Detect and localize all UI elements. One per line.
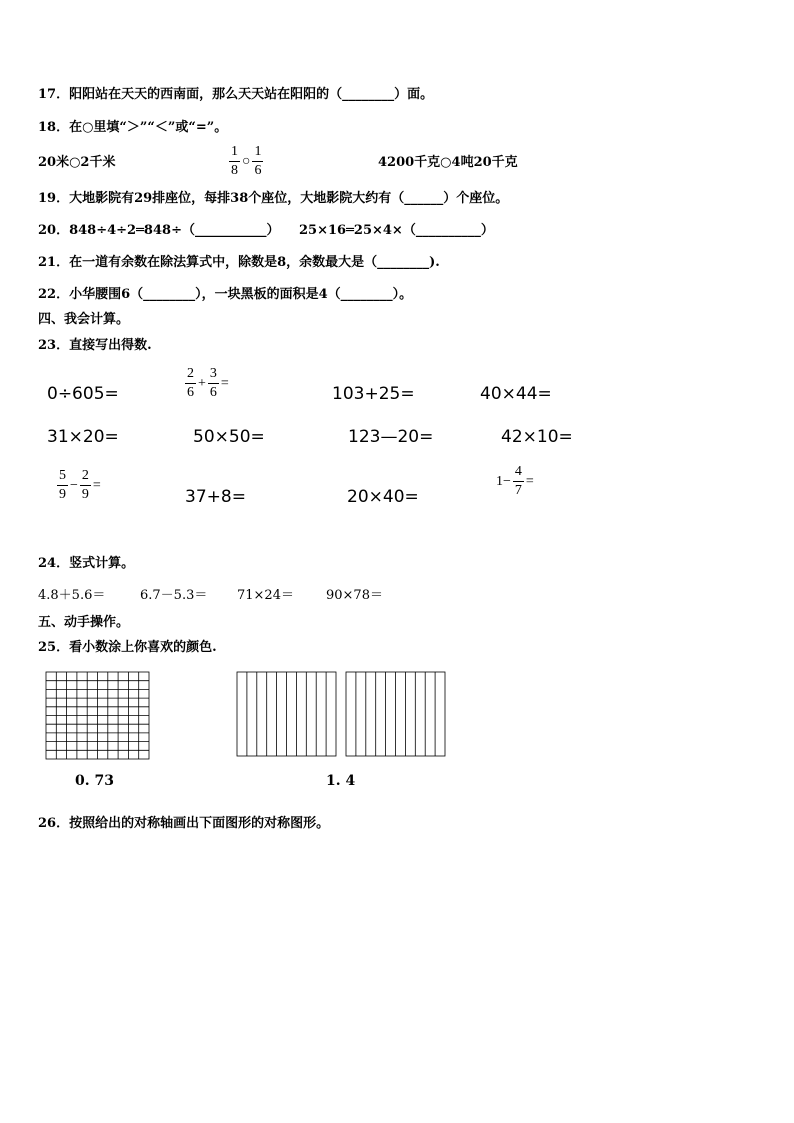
calc-1a: 0÷605=	[47, 384, 119, 404]
q18-compare-a: 20米○2千米	[38, 155, 116, 170]
calc-3b: 37+8=	[185, 487, 246, 507]
numerator: 2	[185, 367, 196, 384]
denominator: 6	[254, 163, 262, 178]
calc-2b: 50×50=	[193, 427, 265, 447]
compare-circle: ○	[242, 153, 251, 169]
calc-2a: 31×20=	[47, 427, 119, 447]
numerator: 2	[80, 469, 91, 486]
question-21: 21．在一道有余数在除法算式中，除数是8，余数最大是（________).	[38, 255, 440, 270]
vertical-calc-4: 90×78＝	[326, 588, 383, 603]
hundredths-grid[interactable]	[45, 671, 150, 760]
equals-sign: =	[92, 477, 101, 493]
question-17: 17．阳阳站在天天的西南面，那么天天站在阳阳的（________）面。	[38, 87, 434, 102]
fraction	[185, 367, 196, 400]
question-22: 22．小华腰围6（________），一块黑板的面积是4（________）。	[38, 287, 413, 302]
numerator: 1	[252, 145, 263, 162]
question-24-title: 24．竖式计算。	[38, 556, 135, 571]
vertical-calc-1: 4.8＋5.6＝	[38, 588, 106, 603]
vertical-calc-2: 6.7－5.3＝	[140, 588, 208, 603]
fraction	[57, 469, 68, 502]
calc-1c: 103+25=	[332, 384, 415, 404]
tenths-grid-2[interactable]	[345, 671, 446, 757]
question-19: 19．大地影院有29排座位，每排38个座位，大地影院大约有（______）个座位。	[38, 191, 509, 206]
fraction	[80, 469, 91, 502]
calc-1d: 40×44=	[480, 384, 552, 404]
calc-3a	[57, 464, 103, 502]
denominator: 8	[231, 163, 238, 178]
fraction	[513, 465, 524, 498]
tenths-grid-1[interactable]	[236, 671, 337, 757]
numerator: 1	[229, 145, 240, 162]
question-26: 26．按照给出的对称轴画出下面图形的对称图形。	[38, 816, 330, 831]
calc-2d: 42×10=	[501, 427, 573, 447]
numerator: 4	[513, 465, 524, 482]
denominator: 6	[187, 385, 194, 400]
denominator: 6	[209, 385, 217, 400]
denominator: 9	[59, 487, 66, 502]
numerator: 3	[208, 367, 219, 384]
minus-sign: −	[70, 477, 78, 493]
q18-compare-b	[229, 140, 263, 178]
calc-3d	[494, 465, 536, 498]
calc-3c: 20×40=	[347, 487, 419, 507]
numerator: 5	[57, 469, 68, 486]
q18-compare-c: 4200千克○4吨20千克	[378, 155, 518, 170]
equals-sign: =	[220, 375, 229, 391]
calc-2c: 123—20=	[348, 427, 434, 447]
vertical-calc-3: 71×24＝	[237, 588, 294, 603]
question-18: 18．在○里填“＞”“＜”或“=”。	[38, 120, 228, 135]
decimal-label-b: 1. 4	[326, 773, 356, 789]
question-20-b: 25×16═25×4×（__________）	[299, 223, 494, 238]
question-20-a: 20．848÷4÷2═848÷（___________）	[38, 223, 280, 238]
question-25-title: 25．看小数涂上你喜欢的颜色.	[38, 640, 217, 655]
section-4-heading: 四、我会计算。	[38, 312, 130, 327]
section-5-heading: 五、动手操作。	[38, 615, 130, 630]
denominator: 7	[514, 483, 522, 498]
plus-sign: +	[198, 375, 206, 391]
fraction	[252, 145, 263, 178]
one-minus: 1−	[496, 473, 511, 489]
denominator: 9	[81, 487, 89, 502]
fraction	[229, 145, 240, 178]
question-23-title: 23．直接写出得数.	[38, 338, 152, 353]
calc-1b	[185, 362, 231, 400]
fraction	[208, 367, 219, 400]
decimal-label-a: 0. 73	[75, 773, 114, 789]
equals-sign: =	[525, 473, 534, 489]
